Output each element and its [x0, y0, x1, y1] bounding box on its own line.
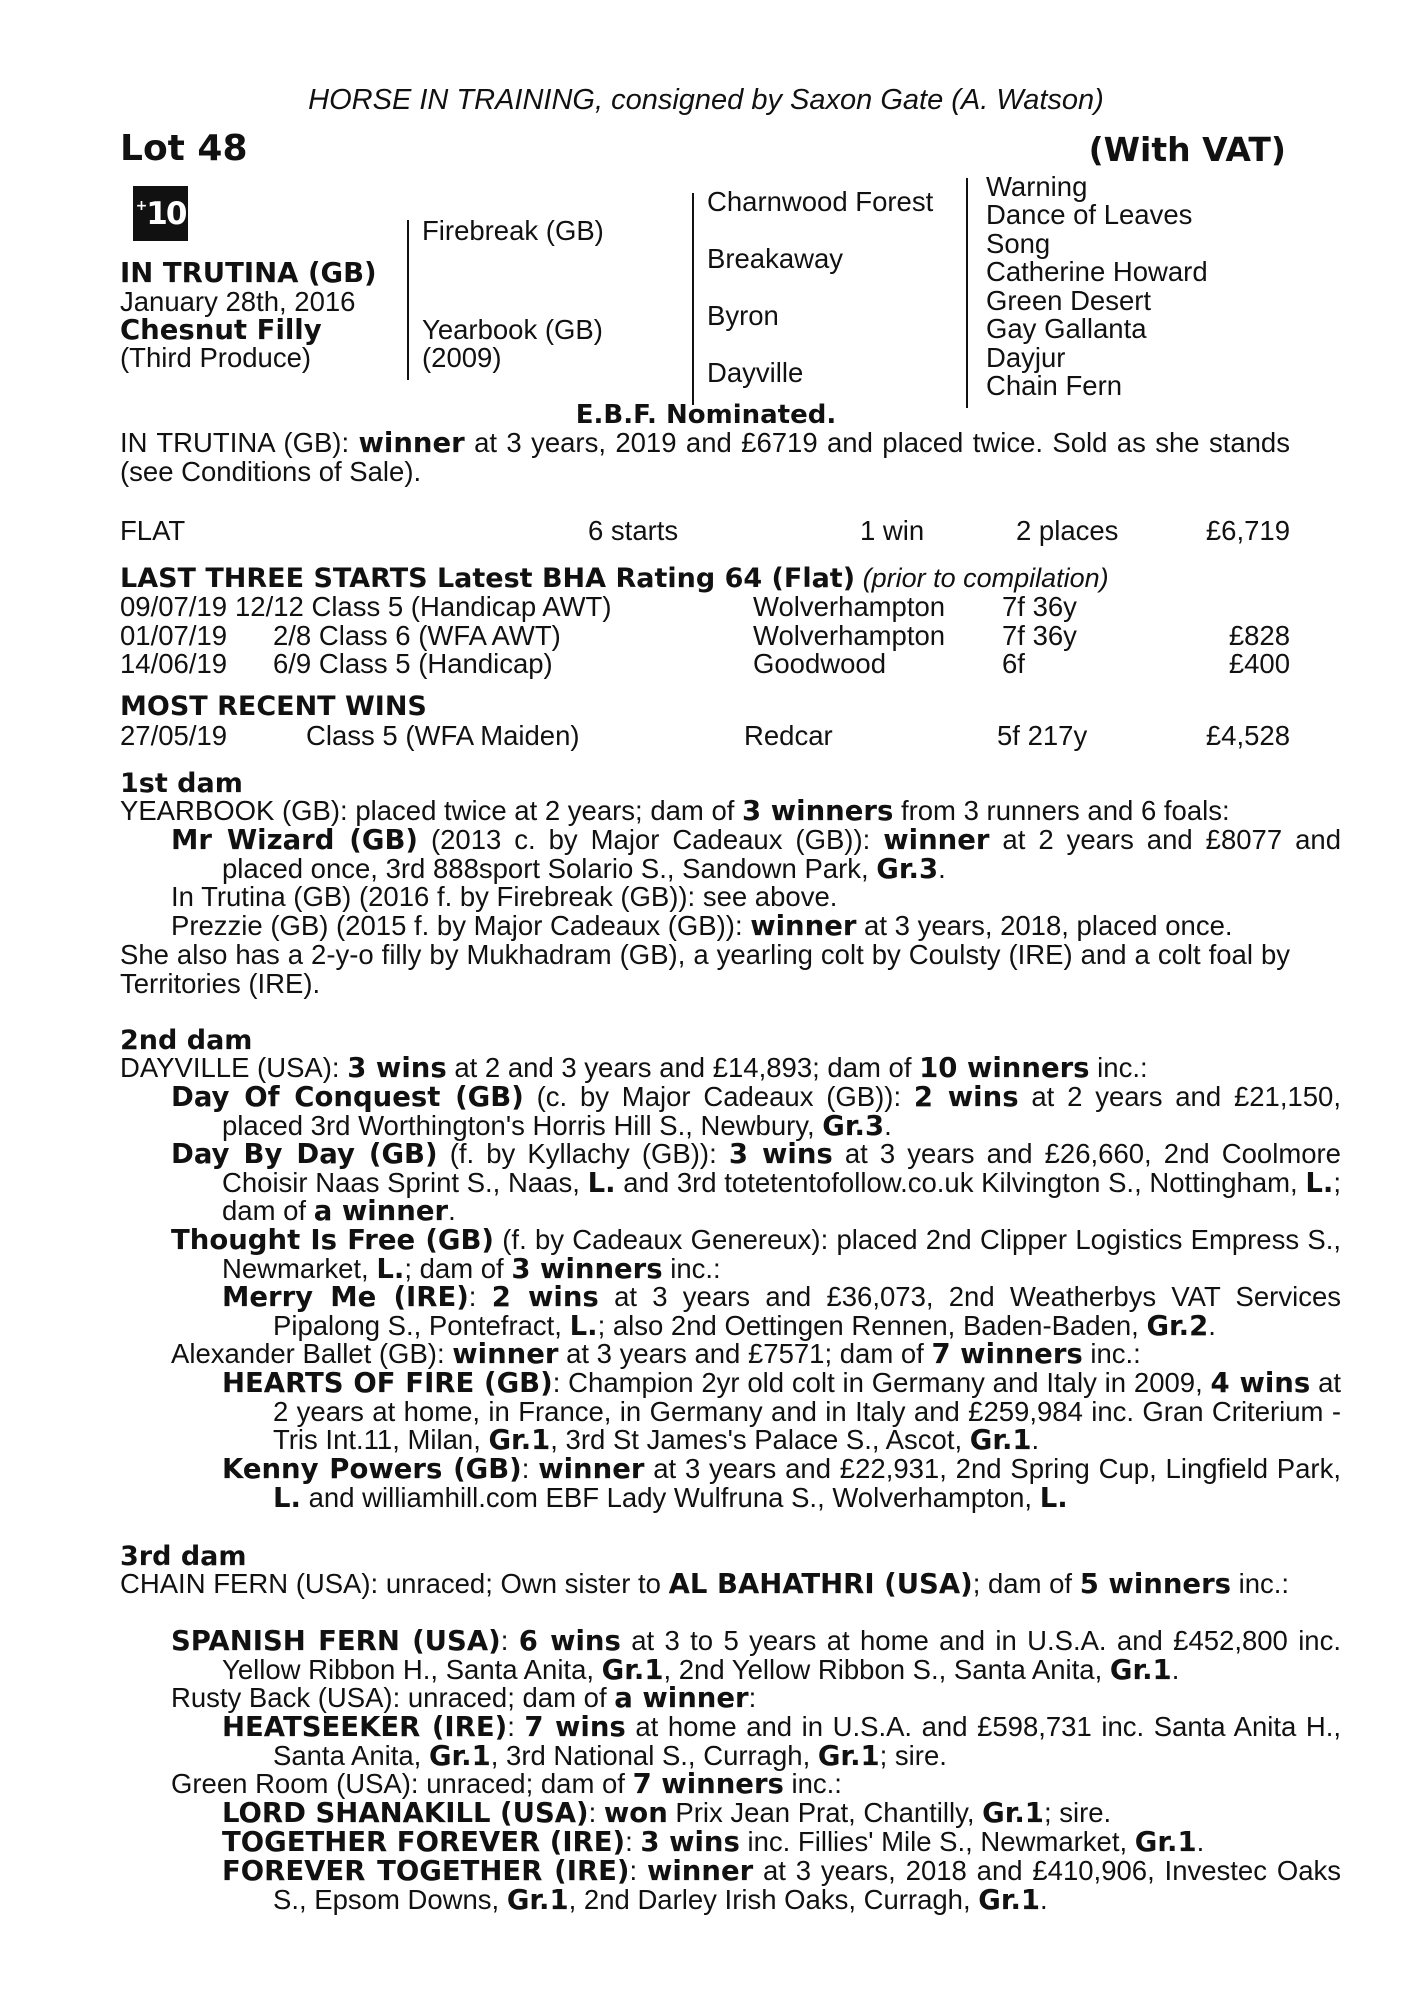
pedigree-grandsire-4: Dayville: [707, 357, 804, 388]
badge-icon: + 10: [133, 186, 188, 241]
start-distance: 6f: [1002, 648, 1025, 679]
pedigree-grandsire-3: Byron: [707, 300, 779, 331]
second-dam-line: Day Of Conquest (GB) (c. by Major Cadeaux (GB)): 2 wins at 2 years and £21,150, placed 3rd Worthington's Horris Hill S., Newbury, Gr.3.: [171, 1081, 1341, 1142]
start-date: 01/07/19: [120, 620, 228, 651]
start-date: 14/06/19: [120, 648, 228, 679]
pedigree-ggp-6: Gay Gallanta: [986, 313, 1147, 344]
third-dam-line: SPANISH FERN (USA): 6 wins at 3 to 5 years at home and in U.S.A. and £452,800 inc. Yellow Ribbon H., Santa Anita, Gr.1, 2nd Yellow Ribbon S., Santa Anita, Gr.1.: [171, 1625, 1341, 1686]
pedigree-dam: Yearbook (GB): [422, 314, 603, 345]
pedigree-ggp-7: Dayjur: [986, 342, 1066, 373]
start-distance: 7f 36y: [1002, 620, 1077, 651]
horse-sex-color: Chesnut Filly: [120, 314, 322, 346]
pedigree-grandsire-1: Charnwood Forest: [707, 186, 934, 217]
second-dam-line: Merry Me (IRE): 2 wins at 3 years and £36,073, 2nd Weatherbys VAT Services Pipalong S., Pontefract, L.; also 2nd Oettingen Rennen, Baden-Baden, Gr.2.: [222, 1281, 1341, 1342]
first-dam-heading: 1st dam: [120, 768, 243, 799]
start-desc: 12/12 Class 5 (Handicap AWT): [235, 591, 612, 622]
last-starts-heading: LAST THREE STARTS Latest BHA Rating 64 (Flat) (prior to compilation): [120, 563, 1109, 594]
pedigree-dam-year: (2009): [422, 342, 502, 373]
win-course: Redcar: [744, 720, 833, 751]
start-desc: 6/9 Class 5 (Handicap): [273, 648, 553, 679]
second-dam-line: HEARTS OF FIRE (GB): Champion 2yr old colt in Germany and Italy in 2009, 4 wins at 2 years at home, in France, in Germany and in Italy and £259,984 inc. Gran Criterium - Tris Int.11, Milan, Gr.1, 3rd St James's Palace S., Ascot, Gr.1.: [222, 1367, 1341, 1457]
first-dam-line: She also has a 2-y-o filly by Mukhadram (GB), a yearling colt by Coulsty (IRE) and a colt foal by Territories (IRE).: [120, 939, 1290, 999]
second-dam-line: Kenny Powers (GB): winner at 3 years and £22,931, 2nd Spring Cup, Lingfield Park, L. and williamhill.com EBF Lady Wulfruna S., Wolverhampton, L.: [222, 1453, 1341, 1514]
start-date: 09/07/19: [120, 591, 228, 622]
win-distance: 5f 217y: [997, 720, 1088, 751]
start-course: Wolverhampton: [753, 591, 946, 622]
pedigree-ggp-3: Song: [986, 228, 1051, 259]
second-dam-line: Alexander Ballet (GB): winner at 3 years and £7571; dam of 7 winners inc.:: [171, 1338, 1141, 1370]
third-dam-line: Rusty Back (USA): unraced; dam of a winner:: [171, 1682, 757, 1714]
win-desc: Class 5 (WFA Maiden): [306, 720, 580, 751]
pedigree-bracket-2: [692, 193, 694, 405]
pedigree-ggp-5: Green Desert: [986, 285, 1152, 316]
second-dam-line: Thought Is Free (GB) (f. by Cadeaux Genereux): placed 2nd Clipper Logistics Empress S., Newmarket, L.; dam of 3 winners inc.:: [171, 1224, 1341, 1285]
lot-number: Lot 48: [120, 128, 248, 169]
pedigree-grandsire-2: Breakaway: [707, 243, 844, 274]
summary-paragraph: IN TRUTINA (GB): winner at 3 years, 2019 and £6719 and placed twice. Sold as she stands (see Conditions of Sale).: [120, 427, 1290, 487]
first-dam-line: Mr Wizard (GB) (2013 c. by Major Cadeaux (GB)): winner at 2 years and £8077 and placed once, 3rd 888sport Solario S., Sandown Park, Gr.3.: [171, 824, 1341, 885]
recent-wins-heading: MOST RECENT WINS: [120, 691, 427, 722]
third-dam-line: CHAIN FERN (USA): unraced; Own sister to AL BAHATHRI (USA); dam of 5 winners inc.:: [120, 1568, 1290, 1600]
third-dam-line: FOREVER TOGETHER (IRE): winner at 3 years, 2018 and £410,906, Investec Oaks S., Epsom Downs, Gr.1, 2nd Darley Irish Oaks, Curragh, Gr.1.: [222, 1855, 1341, 1916]
ebf-nomination: E.B.F. Nominated.: [575, 400, 837, 430]
first-dam-line: YEARBOOK (GB): placed twice at 2 years; dam of 3 winners from 3 runners and 6 foals:: [120, 795, 1230, 827]
consigner-line: HORSE IN TRAINING, consigned by Saxon Gate (A. Watson): [308, 84, 1104, 116]
start-prize: £400: [1228, 648, 1290, 679]
start-course: Wolverhampton: [753, 620, 946, 651]
horse-foaled: January 28th, 2016: [120, 286, 356, 317]
pedigree-ggp-1: Warning: [986, 171, 1088, 202]
horse-produce: (Third Produce): [120, 342, 312, 373]
pedigree-ggp-2: Dance of Leaves: [986, 199, 1193, 230]
third-dam-line: LORD SHANAKILL (USA): won Prix Jean Prat, Chantilly, Gr.1; sire.: [222, 1797, 1112, 1829]
start-course: Goodwood: [753, 648, 887, 679]
record-earnings: £6,719: [1205, 515, 1290, 546]
win-prize: £4,528: [1205, 720, 1290, 751]
record-wins: 1 win: [860, 515, 925, 546]
vat-label: (With VAT): [1088, 130, 1286, 169]
pedigree-ggp-8: Chain Fern: [986, 370, 1123, 401]
second-dam-line: DAYVILLE (USA): 3 wins at 2 and 3 years and £14,893; dam of 10 winners inc.:: [120, 1052, 1148, 1084]
third-dam-line: HEATSEEKER (IRE): 7 wins at home and in U.S.A. and £598,731 inc. Santa Anita H., Santa Anita, Gr.1, 3rd National S., Curragh, Gr.1; sire.: [222, 1711, 1341, 1772]
pedigree-sire: Firebreak (GB): [422, 215, 604, 246]
third-dam-line: Green Room (USA): unraced; dam of 7 winners inc.:: [171, 1768, 842, 1800]
third-dam-line: TOGETHER FOREVER (IRE): 3 wins inc. Fillies' Mile S., Newmarket, Gr.1.: [222, 1826, 1205, 1858]
record-type: FLAT: [120, 515, 186, 546]
first-dam-line: Prezzie (GB) (2015 f. by Major Cadeaux (GB)): winner at 3 years, 2018, placed once.: [171, 910, 1233, 942]
second-dam-heading: 2nd dam: [120, 1025, 253, 1056]
start-distance: 7f 36y: [1002, 591, 1077, 622]
second-dam-line: Day By Day (GB) (f. by Kyllachy (GB)): 3 wins at 3 years and £26,660, 2nd Coolmore Choisir Naas Sprint S., Naas, L. and 3rd totetentofollow.co.uk Kilvington S., Nottingham, L.; dam of a winner.: [171, 1138, 1341, 1228]
horse-name: IN TRUTINA (GB): [120, 257, 377, 289]
start-prize: £828: [1228, 620, 1290, 651]
pedigree-bracket-3: [966, 178, 968, 408]
record-starts: 6 starts: [588, 515, 679, 546]
win-date: 27/05/19: [120, 720, 228, 751]
third-dam-heading: 3rd dam: [120, 1541, 247, 1572]
first-dam-line: In Trutina (GB) (2016 f. by Firebreak (GB)): see above.: [171, 881, 838, 912]
pedigree-bracket-1: [407, 220, 409, 380]
pedigree-ggp-4: Catherine Howard: [986, 256, 1208, 287]
record-places: 2 places: [1016, 515, 1119, 546]
start-desc: 2/8 Class 6 (WFA AWT): [273, 620, 561, 651]
